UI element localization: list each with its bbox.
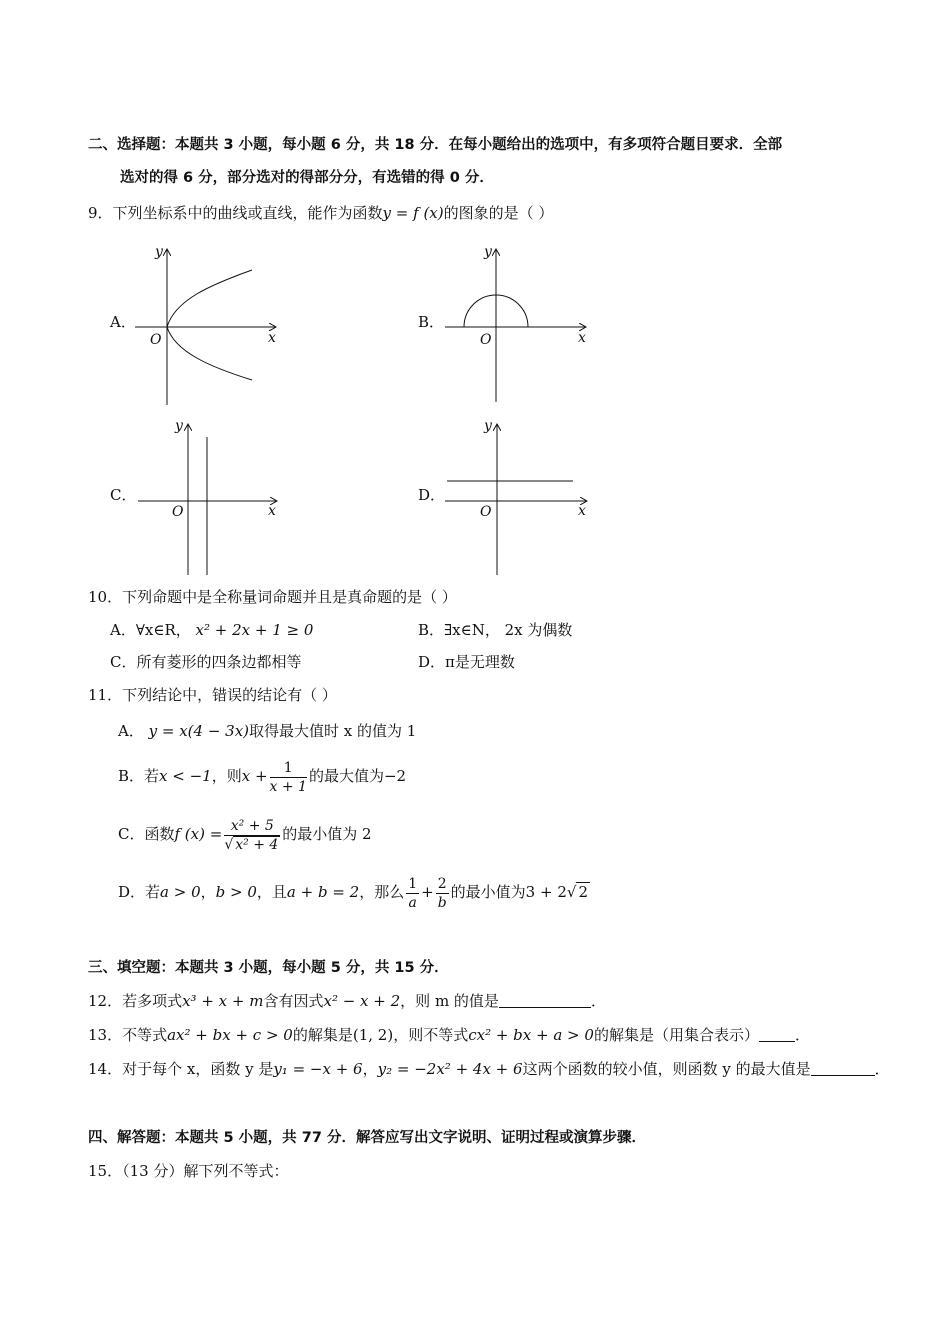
q11-option-a: A． y = x(4 − 3x)取得最大值时 x 的值为 1 [118, 722, 417, 740]
section-3-header: 三、填空题：本题共 3 小题，每小题 5 分，共 15 分． [88, 960, 449, 976]
q11-option-b: B．若x < −1，则x + $\frac{1}{x + 1}$ 的最大值为−2 [118, 759, 407, 795]
q11-d-fraction-1: $\frac{1}{a}$ [408, 875, 418, 911]
graph-d-label: D． [418, 486, 446, 504]
q11-b-fraction: $\frac{1}{x + 1}$ [269, 759, 307, 795]
graph-c [130, 415, 290, 580]
graph-a [130, 240, 290, 410]
q13-answer-blank[interactable] [759, 1027, 795, 1042]
question-14: 14．对于每个 x，函数 y 是y₁ = −x + 6，y₂ = −2x² + 4x + 6这两个函数的较小值，则函数 y 的最大值是 ． [88, 1060, 890, 1078]
graph-d-y-label: y [484, 418, 492, 434]
q11-option-c: C．函数f (x) = $\frac{\text{x² + 5}}{\text{√ x² + 4}}$ 的最小值为 2 [118, 817, 372, 853]
q14-answer-blank[interactable] [811, 1061, 875, 1076]
graph-a-label: A． [110, 313, 136, 331]
q10-option-d: D．π是无理数 [418, 653, 515, 671]
q11-d-fraction-2: $\frac{2}{b}$ [437, 875, 447, 911]
graph-a-x-label: x [268, 330, 276, 346]
q9-function: y = f (x) [382, 204, 444, 222]
graph-c-y-label: y [175, 418, 183, 434]
graph-a-origin: O [150, 332, 162, 348]
q10-option-b: B．∃x∈N， 2x 为偶数 [418, 621, 573, 639]
question-11-stem: 11．下列结论中，错误的结论有（ ） [88, 686, 337, 704]
graph-b-label: B． [418, 313, 445, 331]
section-4-header: 四、解答题：本题共 5 小题，共 77 分．解答应写出文字说明、证明过程或演算步骤． [88, 1130, 646, 1146]
graph-d [440, 415, 600, 580]
section-2-header-line2: 选对的得 6 分，部分选对的得部分分，有选错的得 0 分． [120, 170, 494, 186]
question-10-stem: 10．下列命题中是全称量词命题并且是真命题的是（ ） [88, 588, 457, 606]
question-15-stem: 15．（13 分）解下列不等式： [88, 1162, 289, 1180]
question-9-stem: 9．下列坐标系中的曲线或直线，能作为函数y = f (x)的图象的是（ ） [88, 204, 554, 222]
graph-c-x-label: x [268, 503, 276, 519]
graph-a-sideways-parabola [167, 270, 252, 380]
graph-b-y-label: y [484, 244, 492, 260]
graph-c-label: C． [110, 486, 137, 504]
graph-b-origin: O [480, 332, 492, 348]
section-2-header-line1: 二、选择题：本题共 3 小题，每小题 6 分，共 18 分．在每小题给出的选项中，有多项符合题目要求．全部 [88, 137, 783, 153]
q10-option-a: A．∀x∈R， x² + 2x + 1 ≥ 0 [110, 621, 314, 639]
graph-b-x-label: x [578, 330, 586, 346]
q12-answer-blank[interactable] [499, 993, 591, 1008]
q11-option-d: D．若a > 0，b > 0，且a + b = 2，那么 $\frac{1}{a}$ + $\frac{2}{b}$ 的最小值为3 + 2√ 2 [118, 875, 588, 911]
graph-a-y-label: y [155, 244, 163, 260]
graph-c-origin: O [172, 504, 184, 520]
graph-b [440, 240, 600, 410]
question-13: 13．不等式ax² + bx + c > 0的解集是(1, 2)，则不等式cx² + bx + a > 0的解集是（用集合表示） ． [88, 1026, 810, 1044]
graph-d-x-label: x [578, 503, 586, 519]
q11-c-fraction: $\frac{\text{x² + 5}}{\text{√ x² + 4}}$ [224, 817, 279, 853]
q10-option-c: C．所有菱形的四条边都相等 [110, 653, 302, 671]
question-12: 12．若多项式x³ + x + m含有因式x² − x + 2，则 m 的值是 ． [88, 992, 606, 1010]
graph-d-origin: O [480, 504, 492, 520]
